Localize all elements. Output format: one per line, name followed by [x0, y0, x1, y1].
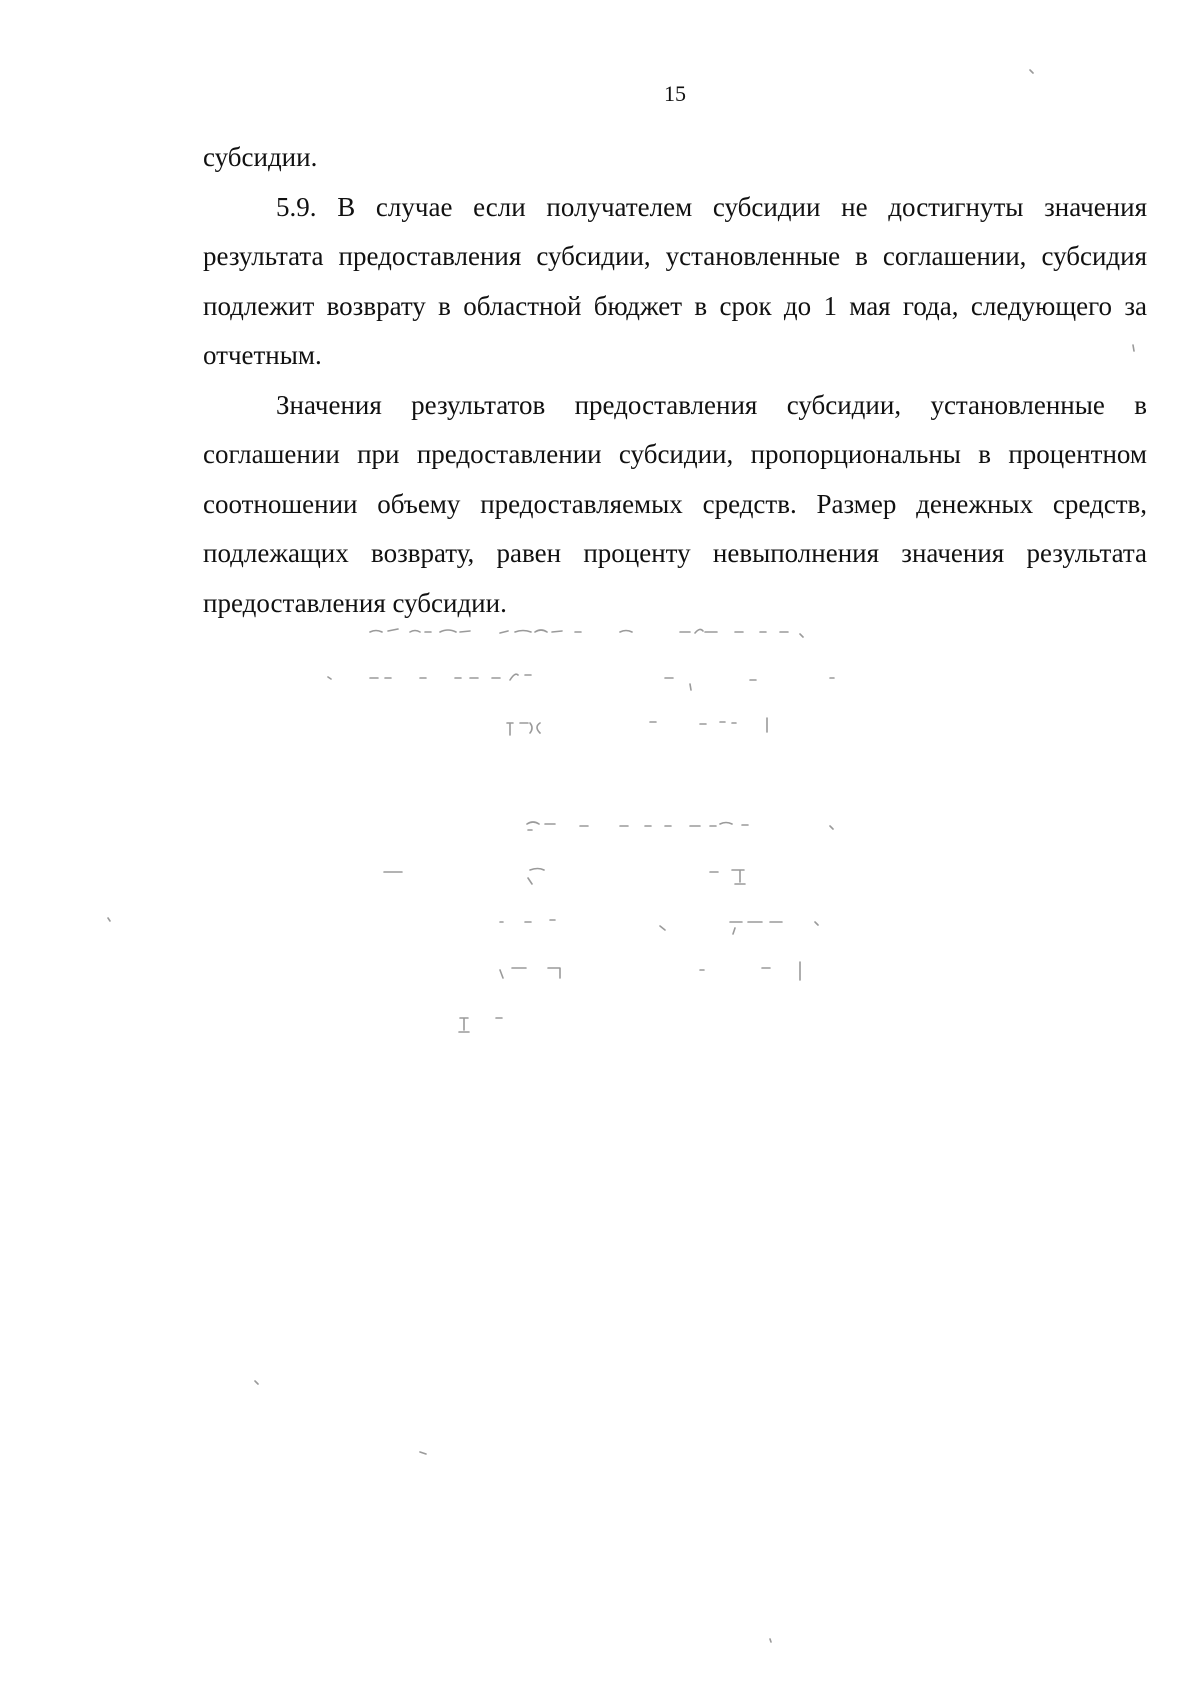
text-line-continuation: субсидии. [203, 142, 318, 172]
paragraph-results-values: Значения результатов предоставления субсидии, установленные в соглашении при предоставлении субсидии, пропорциональны в процентном соотношении объему предоставляемых средств. Размер денежных средств, подлежащих возврату, равен проценту невыполнения значения результата предоставления субсидии. [203, 389, 1147, 618]
paragraph-5-9: 5.9. В случае если получателем субсидии не достигнуты значения результата предоставления субсидии, установленные в соглашении, субсидия подлежит возврату в областной бюджет в срок до 1 мая года, следующего за отчетным. [203, 191, 1147, 370]
document-body [203, 133, 1147, 628]
page-number: 15 [664, 81, 686, 106]
